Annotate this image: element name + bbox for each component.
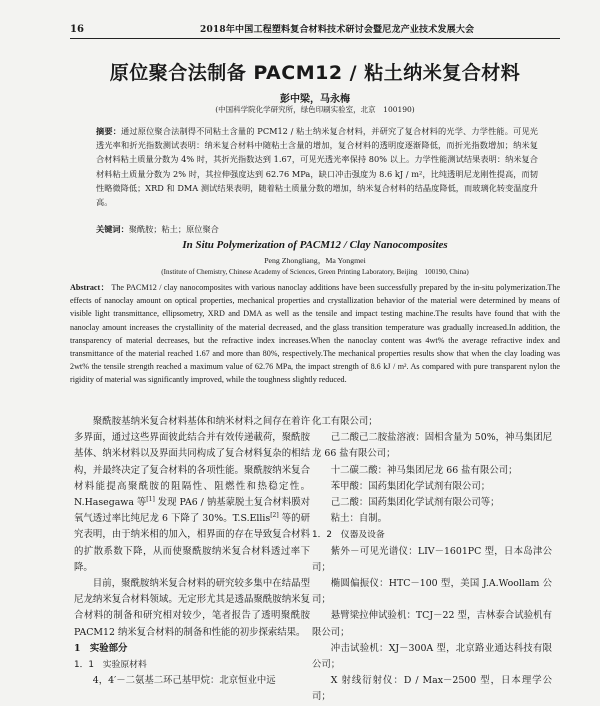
material-item: 苯甲酸：国药集团化学试剂有限公司；: [330, 480, 491, 492]
body-column-right: [312, 414, 552, 706]
abstract-en-text: The PACM12 / clay nanocomposites with various nanoclay additions have been successfully prepared by the in-situ polymerization.The effects of nanoclay amount on optical properties, mechanical properties and crystallization behavior of the material were determined by means of visible light transmittance, ellipsometry, XRD and DMA as well as the tensile and impact testing machine.The results have found that with the nanoclay amount increases the crystallinity of the material decreased, and the glass transition temperature was gradually increased.In addition, the transparency of material decreases, but the refractive index increases.When the nanoclay content was 4wt% the average refractive index and transmittance of the material reached 1.67 and more than 80%, respectively.The mechanical properties results show that when the clay loading was 2wt% the tensile strength reached a maximum value of 62.76 MPa, the impact strength of 8.6 kJ / m². As compared with pure transparent nylon the rigidity of material was significantly improved, while the toughness slightly reduced.: [70, 283, 560, 385]
equipment-item: 椭圆偏振仪：HTC－100 型，美国 J.A.Woollam 公司；: [312, 578, 552, 606]
abstract-cn-text: 通过原位聚合法制得不同粘土含量的 PCM12 / 粘土纳米复合材料，并研究了复合材料的光学、力学性能。可见光透光率和折光指数测试表明：纳米复合材料中随粘土含量的增加，复合材料的透明度逐渐降低，而折光指数增加；纳米复合材料粘土质量分数为 4% 时，其折光指数达到 1.67，可见光透光率保持 80% 以上。力学性能测试结果表明：纳米复合材料粘土质量分数为 2% 时，其拉伸强度达到 62.76 MPa，缺口冲击强度为 8.6 kJ / m²，比纯透明尼龙刚性提高，而韧性略微降低；XRD 和 DMA 测试结果表明，随着粘土质量分数的增加，纳米复合材料的结晶度降低，而玻璃化转变温度升高。: [96, 126, 538, 208]
subsection-heading: 1．1 实验原材料: [74, 660, 147, 671]
keywords-cn: [96, 224, 538, 235]
citation-ref: [1]: [146, 495, 155, 503]
abstract-cn: [96, 124, 538, 209]
keywords-cn-text: 聚酰胺；粘土；原位聚合: [128, 224, 219, 234]
authors-en: Peng Zhongliang，Ma Yongmei: [264, 256, 366, 265]
affiliation-en: (Institute of Chemistry, Chinese Academy of Sciences, Green Printing Laboratory, Beijing 100190, China): [161, 268, 469, 276]
subsection-heading: 1．2 仪器及设备: [312, 530, 385, 541]
body-column-left: [74, 414, 310, 689]
paper-title: 原位聚合法制备 PACM12 / 粘土纳米复合材料: [109, 62, 521, 84]
abstract-cn-label: 摘要：: [96, 126, 122, 136]
equipment-item: 悬臂梁拉伸试验机：TCJ－22 型，吉林泰合试验机有限公司；: [312, 610, 552, 638]
equipment-item: 紫外－可见光谱仪：LIV－1601PC 型，日本岛津公司；: [312, 545, 552, 573]
affiliation: (中国科学院化学研究所，绿色印刷实验室，北京 100190): [215, 105, 415, 114]
abstract-en-label: Abstract：: [70, 283, 110, 292]
material-item: 己二酸己二胺盐溶液：固相含量为 50%，神马集团尼龙 66 盐有限公司；: [312, 432, 552, 460]
equipment-item: 冲击试验机：XJ－300A 型，北京路业通达科技有限公司；: [312, 642, 552, 671]
material-item-cont: 化工有限公司；: [312, 416, 378, 427]
running-title: 2018年中国工程塑料复合材料技术研讨会暨尼龙产业技术发展大会: [200, 25, 475, 35]
body-paragraph: [74, 414, 310, 576]
citation-ref: [2]: [270, 512, 279, 520]
material-item: 十二碳二酸：神马集团尼龙 66 盐有限公司；: [330, 464, 518, 476]
authors: 彭中梁，马永梅: [280, 94, 350, 105]
text-run: 等的研究表明，由于纳米相的加入，相界面的存在导致复合材料的扩散系数下降，从而使聚酰胺纳米复合材料透过率下降。: [74, 513, 310, 573]
text-run: 发现 PA6 / 钠基蒙脱土复合材料膜对氧气透过率比纯尼龙 6 下降了 30%。T.S.Ellis: [74, 497, 310, 525]
material-item: 粘土：自制。: [330, 513, 388, 525]
text-run: 聚酰胺基纳米复合材料基体和纳米材料之间存在着许多界面，通过这些界面彼此结合并有效传递載荷，聚酰胺基体、纳米材料以及界面共同构成了复合材料复杂的相结构，并最终决定了复合材料的各项性能。聚酰胺纳米复合材料能提高聚酰胺的阻隔性、阻燃性和热稳定性。N.Hasegawa 等: [74, 416, 310, 509]
page-number: 16: [70, 24, 84, 35]
section-heading: 1 实验部分: [74, 642, 128, 654]
paper-title-en: In Situ Polymerization of PACM12 / Clay Nanocomposites: [182, 239, 448, 251]
abstract-en: [70, 281, 560, 387]
running-header: [70, 22, 560, 39]
equipment-item: X 射线衍射仪：D / Max－2500 型，日本理学公司；: [312, 675, 552, 703]
keywords-cn-label: 关键词：: [96, 224, 129, 234]
body-paragraph: 目前，聚酰胺纳米复合材料的研究较多集中在结晶型尼龙纳米复合材料领域。无定形尤其是透晶聚酰胺纳米复合材料的制备和研究相对较少，笔者报告了透明聚酰胺 PACM12 纳米复合材料的制备和性能的初步探索结果。: [74, 578, 310, 638]
material-item: 己二酸：国药集团化学试剂有限公司等；: [330, 497, 500, 509]
material-item: 4，4′－二氨基二环己基甲烷：北京恒业中远: [92, 675, 276, 687]
